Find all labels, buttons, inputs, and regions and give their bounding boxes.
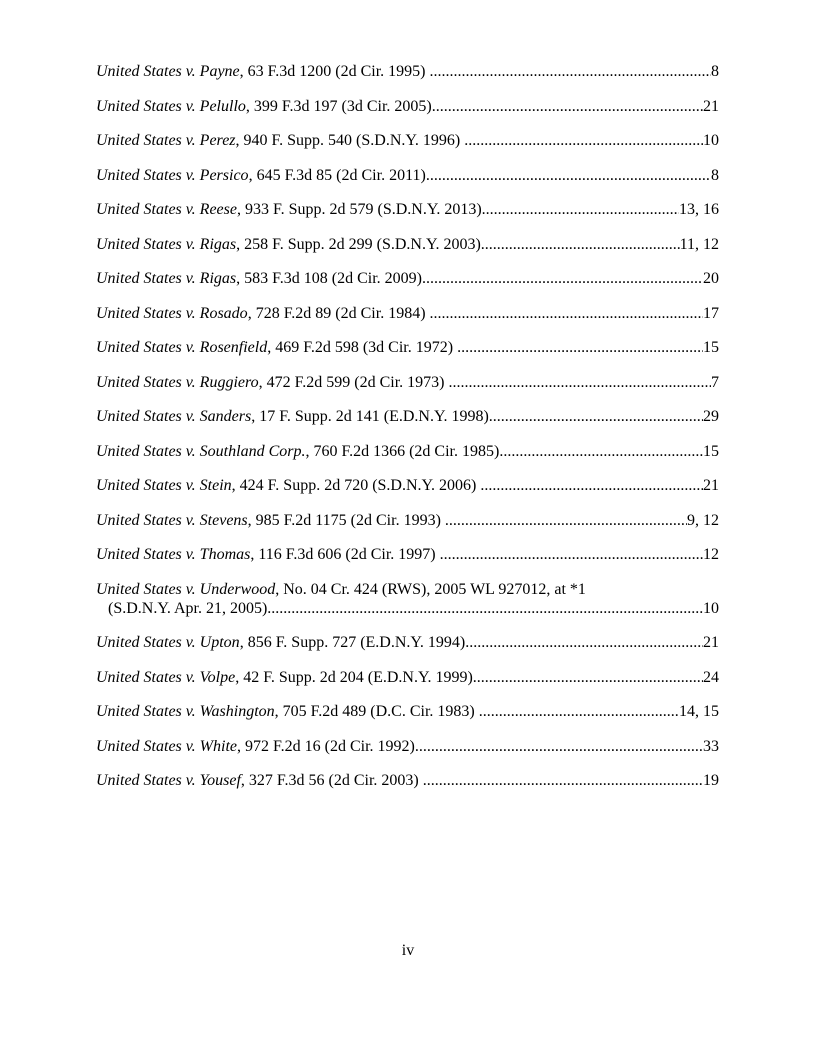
page-reference: 7	[711, 373, 719, 391]
page-reference: 10	[703, 599, 719, 617]
toa-entry	[96, 269, 719, 288]
case-name: United States v. Yousef	[96, 772, 241, 789]
case-citation: , 933 F. Supp. 2d 579 (S.D.N.Y. 2013)	[236, 201, 482, 218]
case-citation: , 728 F.2d 89 (2d Cir. 1984)	[247, 304, 430, 322]
case-name: United States v. Upton	[96, 634, 240, 651]
dot-leader	[482, 200, 679, 219]
page-reference: 33	[703, 737, 719, 755]
dot-leader	[422, 269, 703, 288]
toa-entry	[96, 737, 719, 756]
toa-entry-first-line	[96, 580, 719, 599]
toa-entry	[96, 338, 719, 357]
case-citation: , 42 F. Supp. 2d 204 (E.D.N.Y. 1999)	[235, 668, 473, 686]
case-name: United States v. Perez	[96, 132, 236, 149]
case-name: United States v. White	[96, 737, 237, 755]
case-name: United States v. Rosenfield	[96, 339, 268, 356]
case-citation-continuation: (S.D.N.Y. Apr. 21, 2005)	[108, 599, 268, 617]
dot-leader	[457, 338, 703, 357]
case-citation: , 472 F.2d 599 (2d Cir. 1973)	[258, 373, 449, 391]
toa-entry	[96, 771, 719, 790]
case-citation: , 972 F.2d 16 (2d Cir. 1992)	[237, 737, 415, 755]
toa-entry	[96, 200, 719, 219]
page-footer	[0, 941, 816, 960]
case-citation: , 760 F.2d 1366 (2d Cir. 1985)	[305, 442, 500, 460]
case-citation: , 985 F.2d 1175 (2d Cir. 1993)	[247, 511, 445, 529]
case-name: United States v. Rosado	[96, 304, 248, 322]
page-reference: 24	[703, 668, 719, 686]
toa-entry	[96, 545, 719, 564]
page-reference: 12	[703, 546, 719, 563]
case-name: United States v. Stein	[96, 477, 232, 494]
toa-entry	[96, 131, 719, 150]
case-citation: , 258 F. Supp. 2d 299 (S.D.N.Y. 2003)	[236, 235, 481, 253]
toa-entry	[96, 407, 719, 426]
toa-entry	[96, 97, 719, 116]
case-citation: , 940 F. Supp. 540 (S.D.N.Y. 1996)	[235, 132, 465, 149]
page-reference: 19	[703, 772, 719, 789]
dot-leader	[448, 373, 711, 392]
dot-leader	[430, 62, 712, 81]
toa-entry	[96, 304, 719, 323]
page-reference: 21	[703, 634, 719, 651]
page-reference: 14, 15	[679, 703, 719, 720]
toa-entry	[96, 235, 719, 254]
dot-leader	[445, 511, 687, 530]
table-of-authorities	[96, 62, 719, 806]
case-citation: , 645 F.3d 85 (2d Cir. 2011)	[248, 166, 426, 184]
dot-leader	[479, 702, 679, 721]
dot-leader	[473, 668, 703, 687]
page-reference: 21	[703, 477, 719, 494]
toa-entry	[96, 702, 719, 721]
case-name: United States v. Ruggiero	[96, 373, 259, 391]
dot-leader	[464, 131, 703, 150]
case-name: United States v. Sanders	[96, 408, 252, 425]
toa-entry	[96, 511, 719, 530]
toa-entry	[96, 476, 719, 495]
page-reference: 21	[703, 97, 719, 115]
toa-entry	[96, 580, 719, 618]
case-citation: , 17 F. Supp. 2d 141 (E.D.N.Y. 1998)	[251, 408, 489, 425]
dot-leader	[489, 407, 703, 426]
page-reference: 29	[703, 408, 719, 425]
case-name: United States v. Payne	[96, 63, 240, 80]
dot-leader	[440, 545, 703, 564]
case-name: United States v. Stevens	[96, 511, 248, 529]
dot-leader	[499, 442, 703, 461]
toa-entry	[96, 633, 719, 652]
page-reference: 17	[703, 304, 719, 322]
case-name: United States v. Underwood	[96, 580, 276, 598]
dot-leader	[267, 599, 703, 618]
dot-leader	[426, 166, 711, 185]
case-name: United States v. Reese	[96, 201, 237, 218]
case-citation: , 469 F.2d 598 (3d Cir. 1972)	[267, 339, 458, 356]
toa-entry	[96, 166, 719, 185]
case-name: United States v. Volpe	[96, 668, 236, 686]
page-reference: 11, 12	[679, 235, 719, 253]
case-citation: , 424 F. Supp. 2d 720 (S.D.N.Y. 2006)	[231, 477, 481, 494]
toa-entry	[96, 62, 719, 81]
toa-entry	[96, 668, 719, 687]
case-citation: , 856 F. Supp. 727 (E.D.N.Y. 1994)	[239, 634, 466, 651]
dot-leader	[480, 476, 703, 495]
case-name: United States v. Washington	[96, 703, 275, 720]
dot-leader	[432, 97, 703, 116]
page-reference: 8	[711, 63, 719, 80]
case-name: United States v. Thomas	[96, 546, 251, 563]
toa-entry	[96, 373, 719, 392]
dot-leader	[415, 737, 703, 756]
toa-entry-continuation-line	[96, 599, 719, 618]
folio-page-number: iv	[401, 942, 415, 959]
page-reference: 15	[703, 442, 719, 460]
toa-entry	[96, 442, 719, 461]
page-reference: 8	[711, 166, 719, 184]
case-citation: , 705 F.2d 489 (D.C. Cir. 1983)	[274, 703, 479, 720]
page-reference: 10	[703, 132, 719, 149]
page-reference: 9, 12	[687, 511, 719, 529]
case-name: United States v. Rigas	[96, 235, 237, 253]
dot-leader	[481, 235, 680, 254]
dot-leader	[430, 304, 703, 323]
dot-leader	[465, 633, 703, 652]
dot-leader	[423, 771, 703, 790]
case-name: United States v. Persico	[96, 166, 249, 184]
case-name: United States v. Southland Corp.	[96, 442, 306, 460]
case-citation: , 63 F.3d 1200 (2d Cir. 1995)	[239, 63, 430, 80]
case-citation: , 583 F.3d 108 (2d Cir. 2009)	[236, 270, 422, 287]
page-reference: 13, 16	[679, 201, 719, 218]
page-reference: 15	[703, 339, 719, 356]
case-citation: , 116 F.3d 606 (2d Cir. 1997)	[250, 546, 440, 563]
case-citation: , 327 F.3d 56 (2d Cir. 2003)	[240, 772, 423, 789]
case-name: United States v. Rigas	[96, 270, 237, 287]
page-reference: 20	[703, 270, 719, 287]
case-name: United States v. Pelullo	[96, 97, 246, 115]
case-citation: , 399 F.3d 197 (3d Cir. 2005)	[245, 97, 432, 115]
case-citation: , No. 04 Cr. 424 (RWS), 2005 WL 927012, at *1	[275, 580, 586, 598]
